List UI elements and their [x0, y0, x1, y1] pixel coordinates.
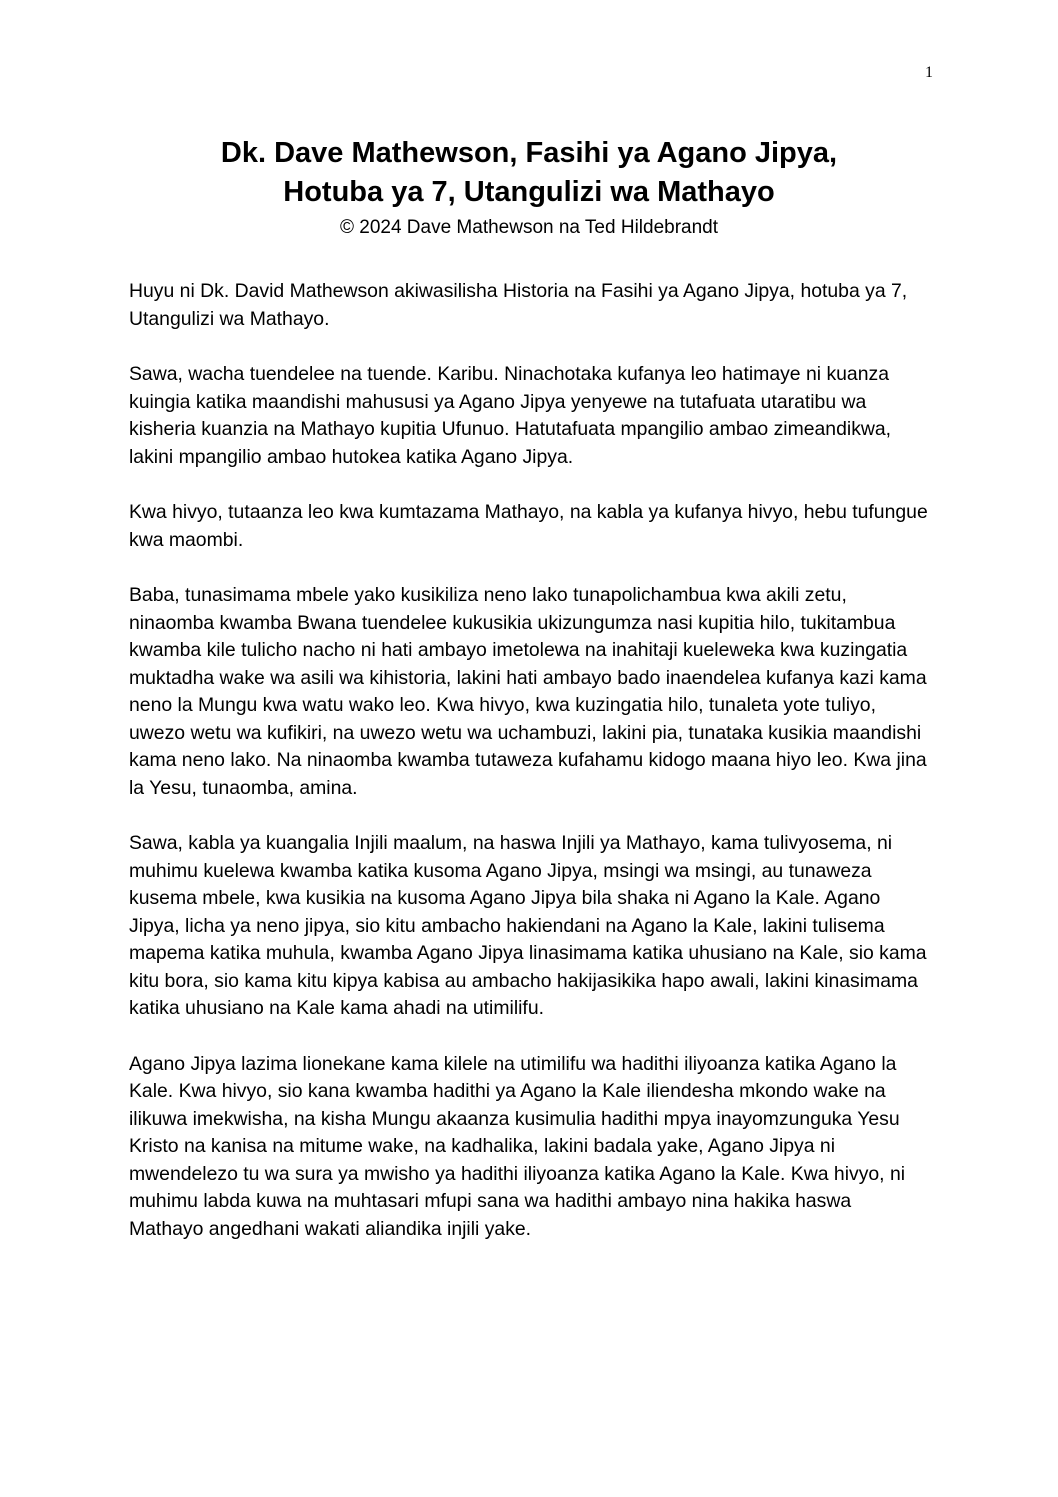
paragraph-5: Sawa, kabla ya kuangalia Injili maalum, na haswa Injili ya Mathayo, kama tulivyosema, ni muhimu kuelewa kwamba katika kusoma Agano Jipya, msingi wa msingi, au tunaweza kusema mbele, kwa kusikia na kusoma Agano Jipya bila shaka ni Agano la Kale. Agano Jipya, licha ya neno jipya, sio kitu ambacho hakiendani na Agano la Kale, lakini tulisema mapema katika muhula, kwamba Agano Jipya linasimama katika uhusiano na Kale, sio kama kitu bora, sio kama kitu kipya kabisa au ambacho hakijasikika hapo awali, lakini kinasimama katika uhusiano na Kale kama ahadi na utimilifu.: [129, 832, 927, 1019]
title-line-1: Dk. Dave Mathewson, Fasihi ya Agano Jipya,: [220, 137, 838, 169]
document-body: [129, 278, 929, 1271]
page-number: 1: [925, 64, 933, 81]
document-title: [0, 134, 1058, 212]
paragraph-4: Baba, tunasimama mbele yako kusikiliza neno lako tunapolichambua kwa akili zetu, ninaomba kwamba Bwana tuendelee kukusikia ukizungumza nasi kupitia hilo, tukitambua kwamba kile tulicho nacho ni hati ambayo imetolewa na inahitaji kueleweka kwa kuzingatia muktadha wake wa asili wa kihistoria, lakini hati ambayo bado inaendelea kufanya kazi kama neno la Mungu kwa watu wako leo. Kwa hivyo, kwa kuzingatia hilo, tunaleta yote tuliyo, uwezo wetu wa kufikiri, na uwezo wetu wa uchambuzi, lakini pia, tunataka kusikia maandishi kama neno lako. Na ninaomba kwamba tutaweza kufahamu kidogo maana hiyo leo. Kwa jina la Yesu, tunaomba, amina.: [129, 584, 927, 799]
document-header: [0, 134, 1058, 240]
paragraph-2: Sawa, wacha tuendelee na tuende. Karibu. Ninachotaka kufanya leo hatimaye ni kuanza kuingia katika maandishi mahususi ya Agano Jipya yenyewe na tutafuata utaratibu wa kisheria kuanzia na Mathayo kupitia Ufunuo. Hatutafuata mpangilio ambao zimeandikwa, lakini mpangilio ambao hutokea katika Agano Jipya.: [129, 363, 892, 468]
copyright-line: © 2024 Dave Mathewson na Ted Hildebrandt: [339, 217, 719, 238]
paragraph-6: Agano Jipya lazima lionekane kama kilele na utimilifu wa hadithi iliyoanza katika Agano la Kale. Kwa hivyo, sio kana kwamba hadithi ya Agano la Kale iliendesha mkondo wake na ilikuwa imekwisha, na kisha Mungu akaanza kusimulia hadithi mpya inayomzunguka Yesu Kristo na kanisa na mitume wake, na kadhalika, lakini badala yake, Agano Jipya ni mwendelezo tu wa sura ya mwisho ya hadithi iliyoanza katika Agano la Kale. Kwa hivyo, ni muhimu labda kuwa na muhtasari mfupi sana wa hadithi ambayo nina hakika haswa Mathayo angedhani wakati aliandika injili yake.: [129, 1052, 906, 1240]
paragraph-1: Huyu ni Dk. David Mathewson akiwasilisha Historia na Fasihi ya Agano Jipya, hotuba ya 7, Utangulizi wa Mathayo.: [129, 280, 908, 330]
title-line-2: Hotuba ya 7, Utangulizi wa Mathayo: [283, 176, 775, 208]
paragraph-3: Kwa hivyo, tutaanza leo kwa kumtazama Mathayo, na kabla ya kufanya hivyo, hebu tufungue kwa maombi.: [129, 501, 928, 551]
